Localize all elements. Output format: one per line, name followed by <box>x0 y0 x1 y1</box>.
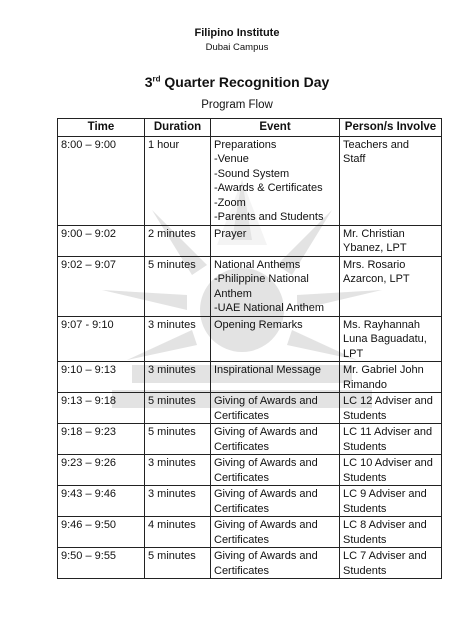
time-cell: 9:07 - 9:10 <box>58 316 145 362</box>
person-cell <box>340 424 442 455</box>
title-ordinal: 3 <box>144 74 153 90</box>
event-cell-line: National Anthems <box>214 258 301 271</box>
time-cell: 9:23 – 9:26 <box>58 455 145 486</box>
event-cell-line: Certificates <box>214 440 270 453</box>
campus-name: Dubai Campus <box>205 42 269 53</box>
duration-cell: 3 minutes <box>145 316 211 362</box>
duration-cell: 5 minutes <box>145 256 211 316</box>
person-cell <box>340 316 442 362</box>
event-cell-line: Giving of Awards and <box>214 426 318 438</box>
column-header-event: Event <box>211 119 340 137</box>
person-cell-line: Mr. Christian <box>343 227 405 240</box>
time-cell: 9:43 – 9:46 <box>58 486 145 517</box>
person-cell-line: Rimando <box>343 378 388 391</box>
person-cell-line: LC 11 Adviser and <box>343 426 433 438</box>
person-cell-line: Ybanez, LPT <box>343 242 407 254</box>
duration-cell: 3 minutes <box>145 362 211 393</box>
person-cell-line: Students <box>343 533 387 546</box>
event-cell <box>211 517 340 548</box>
time-cell: 8:00 – 9:00 <box>58 136 145 225</box>
event-cell-line: -Philippine National <box>214 273 309 285</box>
column-header-duration: Duration <box>145 119 211 137</box>
event-cell-line: Preparations <box>214 138 277 151</box>
duration-cell: 3 minutes <box>145 455 211 486</box>
event-cell-line: Certificates <box>214 564 270 577</box>
person-cell-line: Luna Baguadatu, <box>343 333 427 345</box>
person-cell <box>340 136 442 225</box>
column-header-time: Time <box>58 119 145 137</box>
person-cell <box>340 256 442 316</box>
person-cell <box>340 486 442 517</box>
column-header-person: Person/s Involve <box>340 119 442 137</box>
duration-cell: 1 hour <box>145 136 211 225</box>
person-cell <box>340 517 442 548</box>
title-suffix: rd <box>152 74 161 84</box>
duration-cell: 5 minutes <box>145 548 211 579</box>
institution-name: Filipino Institute <box>194 27 280 39</box>
person-cell-line: Ms. Rayhannah <box>343 318 421 331</box>
person-cell-line: Mrs. Rosario <box>343 258 406 271</box>
table-row <box>58 225 442 256</box>
person-cell-line: LC 12 Adviser and <box>343 395 433 407</box>
event-cell-line: Certificates <box>214 471 270 484</box>
person-cell-line: LC 9 Adviser and <box>343 488 427 500</box>
duration-cell: 3 minutes <box>145 486 211 517</box>
table-row <box>58 455 442 486</box>
event-cell-line: Giving of Awards and <box>214 550 318 562</box>
time-cell: 9:00 – 9:02 <box>58 225 145 256</box>
person-cell <box>340 393 442 424</box>
person-cell <box>340 225 442 256</box>
person-cell <box>340 455 442 486</box>
event-cell-line: -UAE National Anthem <box>214 302 325 314</box>
time-cell: 9:18 – 9:23 <box>58 424 145 455</box>
event-cell-line: -Zoom <box>214 196 246 209</box>
event-cell <box>211 256 340 316</box>
program-flow-table <box>57 118 442 579</box>
title-text: Quarter Recognition Day <box>160 74 330 90</box>
event-cell <box>211 393 340 424</box>
time-cell: 9:13 – 9:18 <box>58 393 145 424</box>
person-cell-line: LC 8 Adviser and <box>343 519 427 531</box>
person-cell-line: Students <box>343 471 387 484</box>
person-cell <box>340 548 442 579</box>
duration-cell: 4 minutes <box>145 517 211 548</box>
table-row <box>58 548 442 579</box>
event-cell <box>211 548 340 579</box>
table-row <box>58 136 442 225</box>
event-cell <box>211 486 340 517</box>
person-cell-line: Students <box>343 564 387 577</box>
event-cell-line: Opening Remarks <box>214 318 303 331</box>
event-cell-line: Giving of Awards and <box>214 488 318 500</box>
person-cell-line: Mr. Gabriel John <box>343 364 424 376</box>
person-cell-line: Students <box>343 440 387 453</box>
table-row <box>58 362 442 393</box>
event-cell <box>211 225 340 256</box>
event-cell-line: Certificates <box>214 502 270 515</box>
duration-cell: 5 minutes <box>145 393 211 424</box>
person-cell-line: LC 7 Adviser and <box>343 550 427 562</box>
event-cell-line: Inspirational Message <box>214 364 322 376</box>
table-body <box>58 136 442 579</box>
document-title <box>0 74 474 90</box>
table-row <box>58 316 442 362</box>
table-row <box>58 517 442 548</box>
table-row <box>58 393 442 424</box>
event-cell-line: -Venue <box>214 153 249 165</box>
person-cell-line: Students <box>343 409 387 422</box>
event-cell <box>211 316 340 362</box>
person-cell-line: LPT <box>343 347 364 360</box>
table-row <box>58 256 442 316</box>
event-cell-line: Certificates <box>214 533 270 546</box>
person-cell <box>340 362 442 393</box>
duration-cell: 2 minutes <box>145 225 211 256</box>
person-cell-line: Teachers and <box>343 138 410 151</box>
event-cell-line: Prayer <box>214 227 247 240</box>
table-row <box>58 424 442 455</box>
time-cell: 9:10 – 9:13 <box>58 362 145 393</box>
event-cell <box>211 455 340 486</box>
event-cell-line: -Parents and Students <box>214 211 324 223</box>
person-cell-line: LC 10 Adviser and <box>343 457 433 469</box>
event-cell-line: Giving of Awards and <box>214 395 318 407</box>
event-cell-line: Giving of Awards and <box>214 519 318 531</box>
table-row <box>58 486 442 517</box>
event-cell-line: -Awards & Certificates <box>214 182 323 194</box>
time-cell: 9:46 – 9:50 <box>58 517 145 548</box>
event-cell-line: Certificates <box>214 409 270 422</box>
document-subtitle: Program Flow <box>201 99 273 111</box>
event-cell <box>211 362 340 393</box>
event-cell-line: Anthem <box>214 287 252 300</box>
table-header-row <box>58 119 442 137</box>
time-cell: 9:50 – 9:55 <box>58 548 145 579</box>
event-cell-line: -Sound System <box>214 167 290 180</box>
person-cell-line: Azarcon, LPT <box>343 273 410 285</box>
person-cell-line: Students <box>343 502 387 515</box>
duration-cell: 5 minutes <box>145 424 211 455</box>
time-cell: 9:02 – 9:07 <box>58 256 145 316</box>
person-cell-line: Staff <box>343 153 366 165</box>
event-cell-line: Giving of Awards and <box>214 457 318 469</box>
event-cell <box>211 136 340 225</box>
event-cell <box>211 424 340 455</box>
